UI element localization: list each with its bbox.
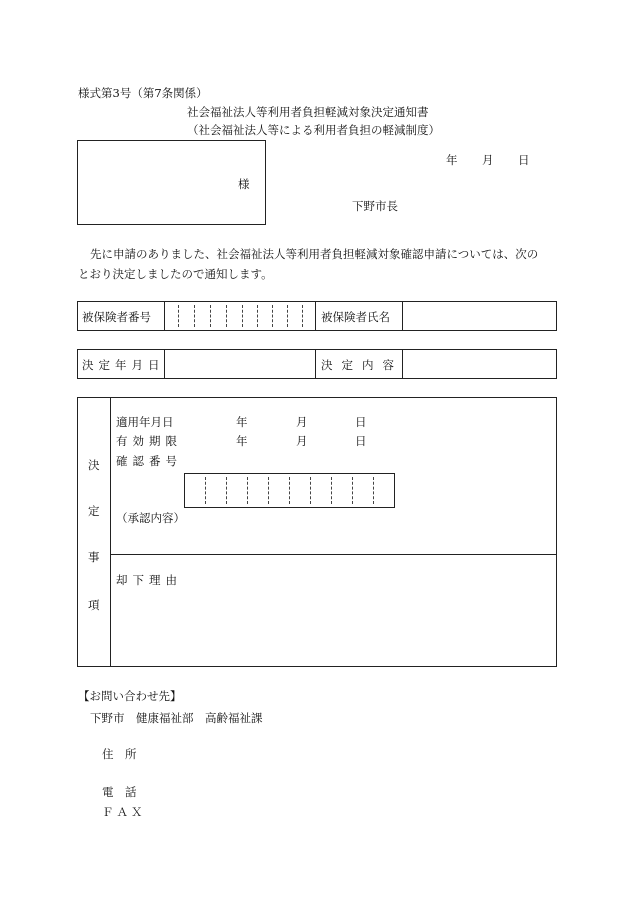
- effective-month: 月: [296, 415, 308, 429]
- divider: [110, 554, 557, 555]
- validity-day: 日: [355, 434, 367, 448]
- document-title: 社会福祉法人等利用者負担軽減対象決定通知書: [187, 105, 429, 119]
- approval-content-label: （承認内容）: [116, 511, 185, 525]
- decision-content-label: 決定内容: [321, 358, 403, 372]
- rejection-reason-label: 却下理由: [116, 573, 182, 587]
- divider: [315, 301, 316, 331]
- date-year-label: 年: [446, 153, 458, 167]
- validity-month: 月: [296, 434, 308, 448]
- document-subtitle: （社会福祉法人等による利用者負担の軽減制度）: [187, 123, 440, 137]
- effective-year: 年: [236, 415, 248, 429]
- insured-name-field[interactable]: [403, 302, 556, 330]
- effective-day: 日: [355, 415, 367, 429]
- issuer: 下野市長: [352, 199, 398, 213]
- side-label-char: 事: [88, 550, 100, 564]
- confirmation-number-field[interactable]: [184, 473, 395, 508]
- date-day-label: 日: [518, 153, 530, 167]
- confirmation-number-label: 確認番号: [116, 454, 182, 468]
- effective-date-label: 適用年月日: [116, 415, 174, 429]
- insured-number-field[interactable]: [165, 302, 315, 330]
- form-number: 様式第3号（第7条関係）: [78, 86, 208, 100]
- contact-heading: 【お問い合わせ先】: [78, 689, 182, 703]
- side-label-char: 決: [88, 458, 100, 472]
- divider: [315, 349, 316, 379]
- side-label-char: 定: [88, 504, 100, 518]
- recipient-suffix: 様: [238, 177, 250, 191]
- rejection-reason-field[interactable]: [111, 590, 556, 666]
- decision-date-label: 決定年月日: [82, 358, 165, 372]
- contact-address-label: 住 所: [102, 747, 137, 761]
- decision-date-field[interactable]: [165, 350, 315, 378]
- contact-phone-label: 電 話: [102, 785, 137, 799]
- insured-name-label: 被保険者氏名: [321, 310, 390, 324]
- body-text-line1: 先に申請のありました、社会福祉法人等利用者負担軽減対象確認申請については、次の: [90, 247, 539, 261]
- decision-content-field[interactable]: [403, 350, 556, 378]
- contact-fax-label: ＦＡＸ: [102, 805, 146, 819]
- side-label-char: 項: [88, 598, 100, 612]
- body-text-line2: とおり決定しましたので通知します。: [78, 267, 273, 281]
- validity-label: 有効期限: [116, 434, 182, 448]
- validity-year: 年: [236, 434, 248, 448]
- insured-number-label: 被保険者番号: [82, 310, 151, 324]
- date-month-label: 月: [482, 153, 494, 167]
- contact-department: 下野市 健康福祉部 高齢福祉課: [90, 711, 263, 725]
